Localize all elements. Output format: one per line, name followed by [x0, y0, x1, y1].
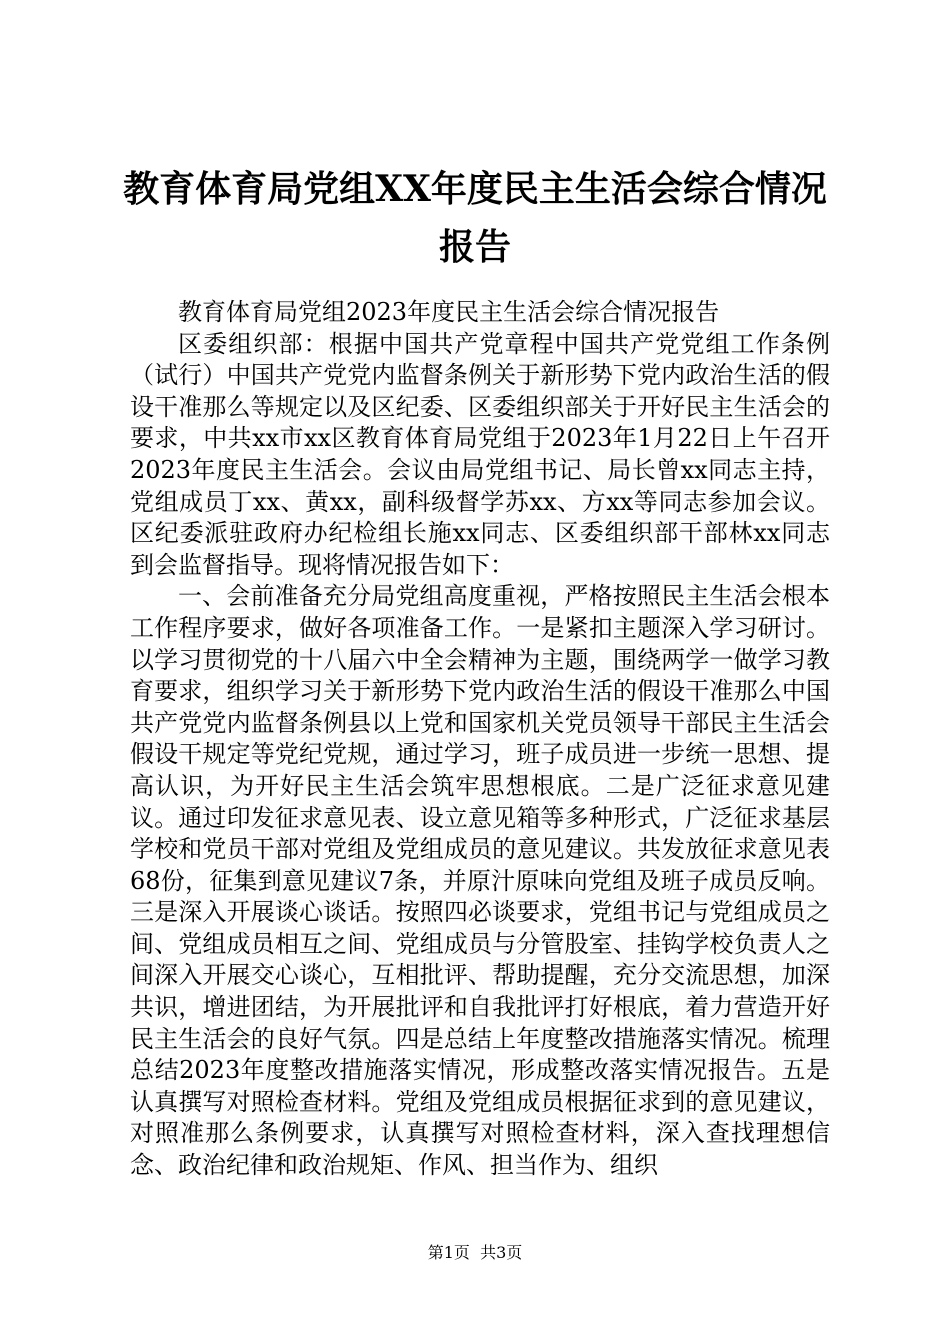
page-number: 第1页 — [427, 1243, 470, 1262]
title-line-1: 教育体育局党组XX年度民主生活会综合情况 — [123, 168, 827, 210]
document-title — [100, 160, 850, 276]
intro-paragraph: 区委组织部：根据中国共产党章程中国共产党党组工作条例（试行）中国共产党党内监督条例关于新形势下党内政治生活的假设干准那么等规定以及区纪委、区委组织部关于开好民主生活会的要求，中共xx市xx区教育体育局党组于2023年1月22日上午召开2023年度民主生活会。会议由局党组书记、局长曾xx同志主持，党组成员丁xx、黄xx，副科级督学苏xx、方xx等同志参加会议。区纪委派驻政府办纪检组长施xx同志、区委组织部干部林xx同志到会监督指导。现将情况报告如下： — [130, 329, 830, 579]
subtitle-paragraph: 教育体育局党组2023年度民主生活会综合情况报告 — [178, 298, 720, 326]
page-total: 共3页 — [480, 1243, 523, 1262]
section-one-paragraph: 一、会前准备充分局党组高度重视，严格按照民主生活会根本工作程序要求，做好各项准备工作。一是紧扣主题深入学习研讨。以学习贯彻党的十八届六中全会精神为主题，围绕两学一做学习教育要求，组织学习关于新形势下党内政治生活的假设干准那么中国共产党党内监督条例县以上党和国家机关党员领导干部民主生活会假设干规定等党纪党规，通过学习，班子成员进一步统一思想、提高认识，为开好民主生活会筑牢思想根底。二是广泛征求意见建议。通过印发征求意见表、设立意见箱等多种形式，广泛征求基层学校和党员干部对党组及党组成员的意见建议。共发放征求意见表68份，征集到意见建议7条，并原汁原味向党组及班子成员反响。三是深入开展谈心谈话。按照四必谈要求，党组书记与党组成员之间、党组成员相互之间、党组成员与分管股室、挂钩学校负责人之间深入开展交心谈心，互相批评、帮助提醒，充分交流思想，加深共识，增进团结，为开展批评和自我批评打好根底，着力营造开好民主生活会的良好气氛。四是总结上年度整改措施落实情况。梳理总结2023年度整改措施落实情况，形成整改落实情况报告。五是认真撰写对照检查材料。党组及党组成员根据征求到的意见建议，对照准那么条例要求，认真撰写对照检查材料，深入查找理想信念、政治纪律和政治规矩、作风、担当作为、组织 — [130, 582, 830, 1180]
title-line-2: 报告 — [438, 226, 511, 268]
page-footer — [0, 1243, 950, 1263]
document-body — [130, 297, 830, 1182]
footer-spacer — [470, 1243, 480, 1262]
